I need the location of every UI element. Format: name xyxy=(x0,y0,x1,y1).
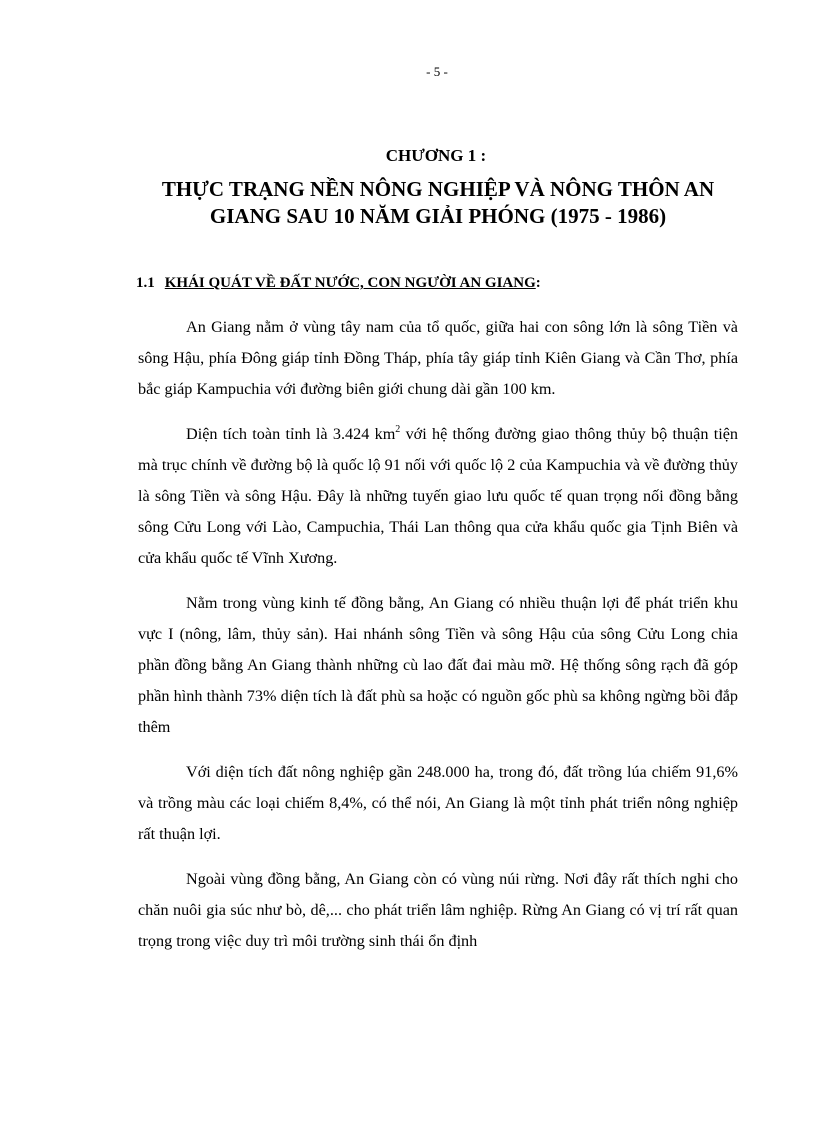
section-suffix: : xyxy=(535,275,541,291)
body-text xyxy=(138,312,738,971)
area-text-before: Diện tích toàn tỉnh là 3.424 km xyxy=(186,425,396,443)
chapter-title: THỰC TRẠNG NỀN NÔNG NGHIỆP VÀ NÔNG THÔN AN GIANG SAU 10 NĂM GIẢI PHÓNG (1975 - 1986) xyxy=(161,177,715,228)
area-superscript: 2 xyxy=(395,424,401,435)
section-title: KHÁI QUÁT VỀ ĐẤT NƯỚC, CON NGƯỜI AN GIANG xyxy=(164,275,536,291)
chapter-label: CHƯƠNG 1 : xyxy=(385,146,487,165)
section-number: 1.1 xyxy=(136,275,155,291)
section-heading xyxy=(136,275,541,292)
page-number: - 5 - xyxy=(426,64,448,79)
paragraph-area xyxy=(138,419,738,574)
paragraph-forest: Ngoài vùng đồng bằng, An Giang còn có vùng núi rừng. Nơi đây rất thích nghi cho chăn nuôi gia súc như bò, dê,... cho phát triển lâm nghiệp. Rừng An Giang có vị trí rất quan trọng trong việc duy trì môi trường sinh thái ổn định xyxy=(138,870,738,950)
area-text-after: với hệ thống đường giao thông thủy bộ thuận tiện mà trục chính về đường bộ là quốc lộ 91 nối với quốc lộ 2 của Kampuchia và về đường thủy là sông Tiền và sông Hậu. Đây là những tuyến giao lưu quốc tế quan trọng nối đồng bằng sông Cửu Long với Lào, Campuchia, Thái Lan thông qua cửa khẩu quốc gia Tịnh Biên và cửa khẩu quốc tế Vĩnh Xương. xyxy=(138,425,738,567)
paragraph-agriculture: Với diện tích đất nông nghiệp gần 248.000 ha, trong đó, đất trồng lúa chiếm 91,6% và trồng màu các loại chiếm 8,4%, có thể nói, An Giang là một tỉnh phát triển nông nghiệp rất thuận lợi. xyxy=(138,763,738,843)
paragraph-economy: Nằm trong vùng kinh tế đồng bằng, An Giang có nhiều thuận lợi để phát triển khu vực I (nông, lâm, thủy sản). Hai nhánh sông Tiền và sông Hậu của sông Cửu Long chia phần đồng bằng An Giang thành những cù lao đất đai màu mỡ. Hệ thống sông rạch đã góp phần hình thành 73% diện tích là đất phù sa hoặc có nguồn gốc phù sa không ngừng bồi đắp thêm xyxy=(138,594,738,736)
paragraph-location: An Giang nằm ở vùng tây nam của tổ quốc, giữa hai con sông lớn là sông Tiền và sông Hậu, phía Đông giáp tỉnh Đồng Tháp, phía tây giáp tỉnh Kiên Giang và Cần Thơ, phía bắc giáp Kampuchia với đường biên giới chung dài gần 100 km. xyxy=(138,318,738,398)
